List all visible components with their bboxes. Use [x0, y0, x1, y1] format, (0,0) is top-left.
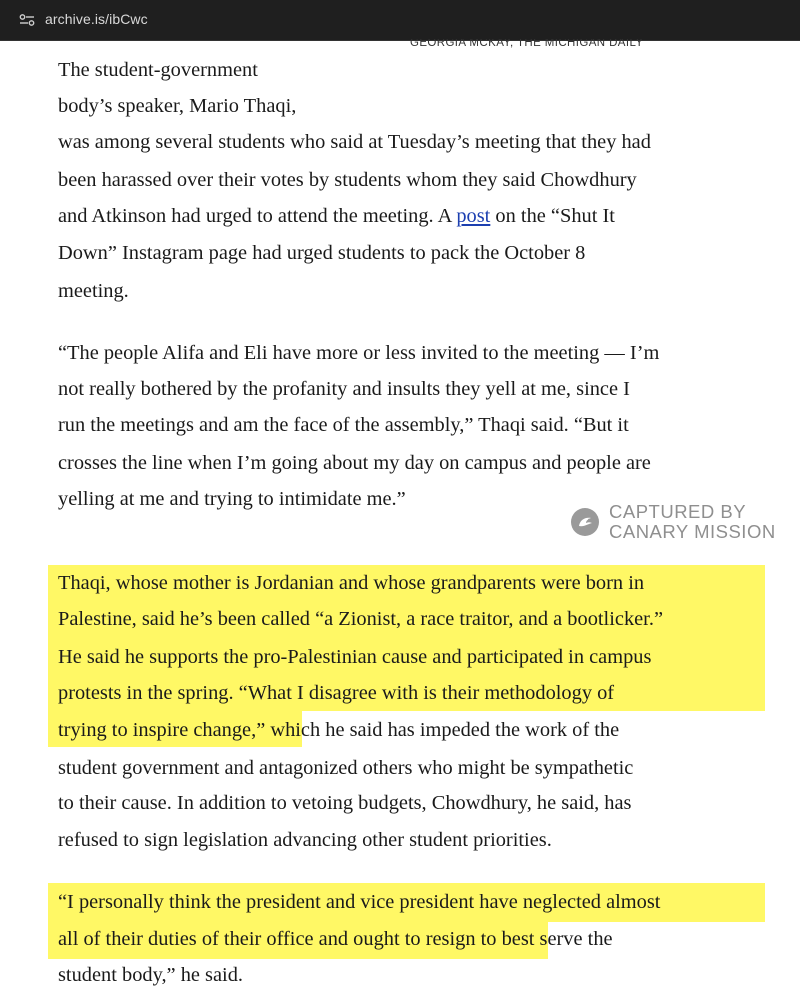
text-line: “I personally think the president and vice president have neglected almost: [58, 891, 661, 913]
text-line: body’s speaker, Mario Thaqi,: [58, 95, 297, 117]
highlighted-text: trying to inspire change,”: [58, 719, 266, 741]
text-segment: which he said has impeded the work of the: [265, 719, 620, 741]
watermark-line-1: CAPTURED BY: [609, 501, 747, 522]
text-segment: and Atkinson had urged to attend the meeting. A: [58, 205, 457, 227]
canary-mission-logo-icon: [570, 507, 600, 537]
text-line: protests in the spring. “What I disagree with is their methodology of: [58, 682, 615, 704]
watermark: [570, 502, 785, 544]
text-line: Down” Instagram page had urged students to pack the October 8: [58, 242, 586, 264]
highlighted-text: all of their duties of their office and ought to resign: [58, 928, 476, 950]
text-line: meeting.: [58, 280, 129, 302]
text-line: [58, 717, 619, 744]
text-line: The student-government: [58, 59, 258, 81]
text-line: He said he supports the pro-Palestinian cause and participated in campus: [58, 646, 652, 668]
text-line: Thaqi, whose mother is Jordanian and whose grandparents were born in: [58, 572, 645, 594]
watermark-line-2: CANARY MISSION: [609, 521, 776, 542]
text-line: Palestine, said he’s been called “a Zionist, a race traitor, and a bootlicker.”: [58, 608, 663, 630]
browser-address-bar[interactable]: [0, 0, 800, 41]
photo-credit: GEORGIA MCKAY, THE MICHIGAN DAILY: [410, 39, 644, 49]
text-line: [58, 203, 615, 230]
text-line: to their cause. In addition to vetoing budgets, Chowdhury, he said, has: [58, 792, 632, 814]
site-settings-icon[interactable]: [19, 14, 35, 26]
text-line: [58, 926, 613, 953]
url-text[interactable]: archive.is/ibCwc: [45, 11, 148, 27]
text-line: been harassed over their votes by students whom they said Chowdhury: [58, 169, 637, 191]
post-link[interactable]: post: [456, 205, 491, 227]
text-line: refused to sign legislation advancing other student priorities.: [58, 829, 552, 851]
text-line: student body,” he said.: [58, 964, 243, 986]
text-segment: on the “Shut It: [490, 205, 615, 227]
text-line: yelling at me and trying to intimidate me.”: [58, 488, 406, 510]
text-line: “The people Alifa and Eli have more or less invited to the meeting — I’m: [58, 342, 660, 364]
text-line: crosses the line when I’m going about my day on campus and people are: [58, 452, 651, 474]
text-line: student government and antagonized others who might be sympathetic: [58, 757, 634, 779]
text-line: was among several students who said at Tuesday’s meeting that they had: [58, 131, 651, 153]
text-line: not really bothered by the profanity and insults they yell at me, since I: [58, 378, 630, 400]
text-segment: to best serve the: [475, 928, 613, 950]
text-line: run the meetings and am the face of the assembly,” Thaqi said. “But it: [58, 414, 629, 436]
